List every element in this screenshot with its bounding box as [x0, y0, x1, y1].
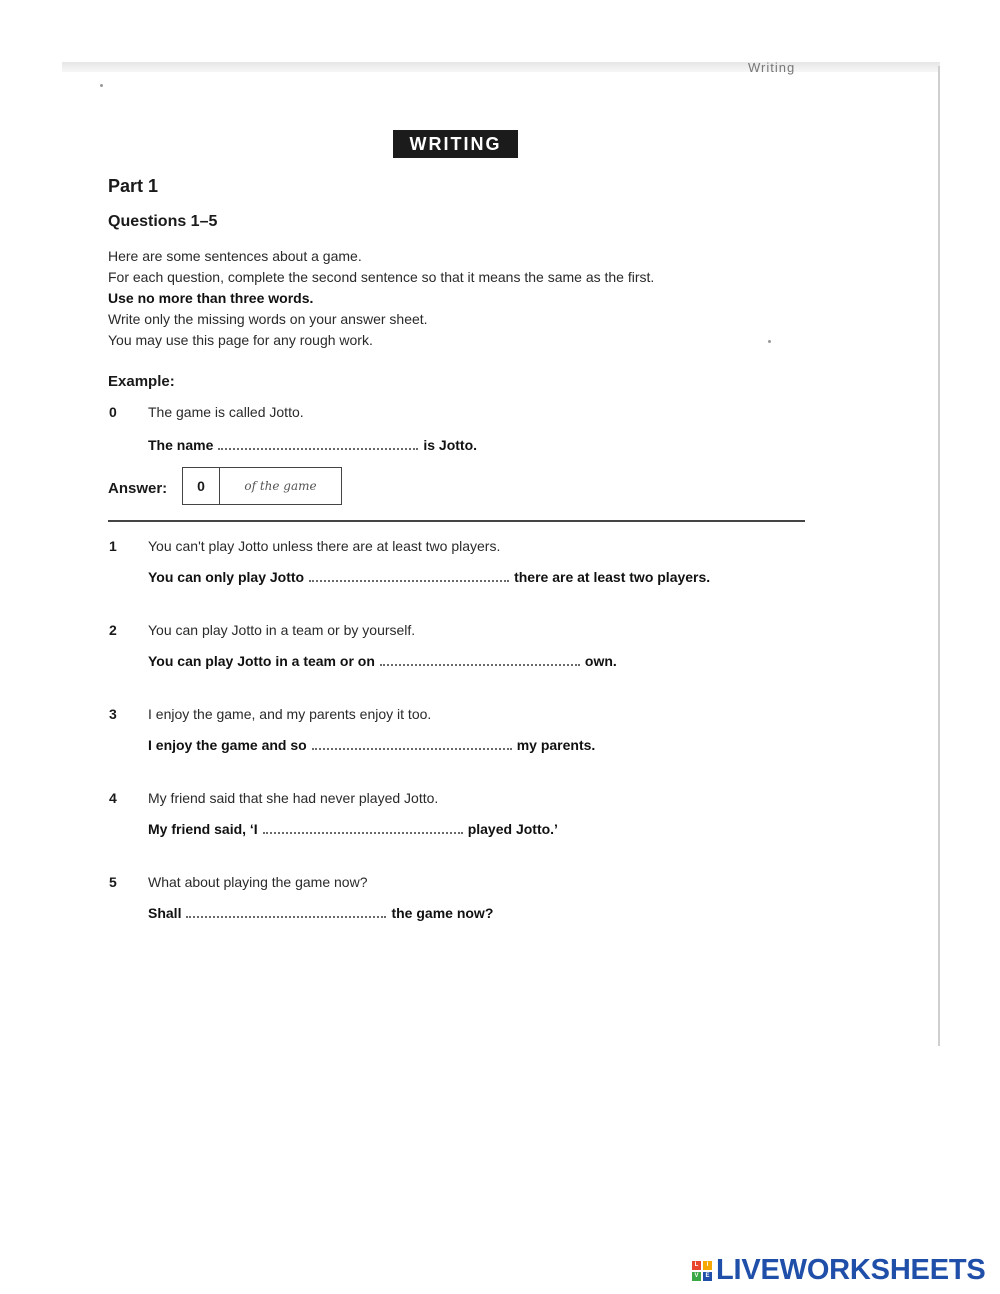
logo-cell: I: [703, 1261, 712, 1270]
instructions: [108, 246, 654, 351]
question-prefix: You can play Jotto in a team or on: [148, 653, 375, 669]
example-prefix: The name: [148, 437, 214, 453]
question-number: 4: [109, 790, 117, 806]
example-number: 0: [109, 404, 117, 420]
question-prefix: Shall: [148, 905, 182, 921]
question-transformation: [148, 820, 558, 837]
question-number: 1: [109, 538, 117, 554]
question-transformation: [148, 736, 595, 753]
questions-title: Questions 1–5: [108, 213, 218, 230]
question-transformation: [148, 652, 617, 669]
question-suffix: my parents.: [516, 737, 596, 753]
answer-label: Answer:: [108, 480, 168, 497]
question-gap-input[interactable]: [312, 736, 512, 750]
scan-edge-right: [938, 66, 940, 1046]
question-transformation: [148, 904, 493, 921]
question-sentence: I enjoy the game, and my parents enjoy it too.: [148, 706, 432, 722]
answer-box: [182, 467, 342, 505]
question-prefix: I enjoy the game and so: [148, 737, 307, 753]
scan-edge-top: [62, 62, 940, 72]
question-number: 3: [109, 706, 117, 722]
section-title: WRITING: [393, 130, 518, 158]
question-gap-input[interactable]: [263, 820, 463, 834]
question-suffix: played Jotto.’: [467, 821, 558, 837]
question-sentence: My friend said that she had never played Jotto.: [148, 790, 439, 806]
logo-cell: E: [703, 1272, 712, 1281]
instruction-line: Here are some sentences about a game.: [108, 248, 362, 264]
part-title: Part 1: [108, 176, 159, 196]
logo-cell: L: [692, 1261, 701, 1270]
example-transformation: [148, 436, 477, 453]
instruction-line: You may use this page for any rough work.: [108, 332, 373, 348]
scan-speck: [768, 340, 771, 343]
instruction-line: For each question, complete the second sentence so that it means the same as the first.: [108, 269, 655, 285]
answer-number: 0: [183, 468, 220, 504]
question-prefix: My friend said, ‘I: [148, 821, 258, 837]
liveworksheets-watermark[interactable]: [692, 1254, 986, 1287]
question-sentence: You can't play Jotto unless there are at least two players.: [148, 538, 501, 554]
question-gap-input[interactable]: [309, 568, 509, 582]
logo-cell: V: [692, 1272, 701, 1281]
liveworksheets-logo-icon: [692, 1261, 712, 1281]
running-head: Writing: [748, 60, 796, 75]
question-suffix: own.: [584, 653, 617, 669]
example-label: Example:: [108, 373, 175, 390]
question-sentence: What about playing the game now?: [148, 874, 368, 890]
question-suffix: there are at least two players.: [514, 569, 711, 585]
example-sentence: The game is called Jotto.: [148, 404, 304, 420]
example-suffix: is Jotto.: [423, 437, 478, 453]
question-sentence: You can play Jotto in a team or by yourself.: [148, 622, 416, 638]
watermark-text: LIVEWORKSHEETS: [716, 1254, 986, 1286]
question-number: 5: [109, 874, 117, 890]
question-transformation: [148, 568, 710, 585]
example-gap: [218, 436, 418, 450]
answer-text: of the game: [244, 479, 317, 493]
question-prefix: You can only play Jotto: [148, 569, 305, 585]
question-number: 2: [109, 622, 117, 638]
divider: [108, 520, 805, 522]
question-gap-input[interactable]: [186, 904, 386, 918]
instruction-line: Use no more than three words.: [108, 290, 314, 306]
question-suffix: the game now?: [391, 905, 494, 921]
scan-speck: [100, 84, 103, 87]
question-gap-input[interactable]: [380, 652, 580, 666]
instruction-line: Write only the missing words on your answer sheet.: [108, 311, 428, 327]
